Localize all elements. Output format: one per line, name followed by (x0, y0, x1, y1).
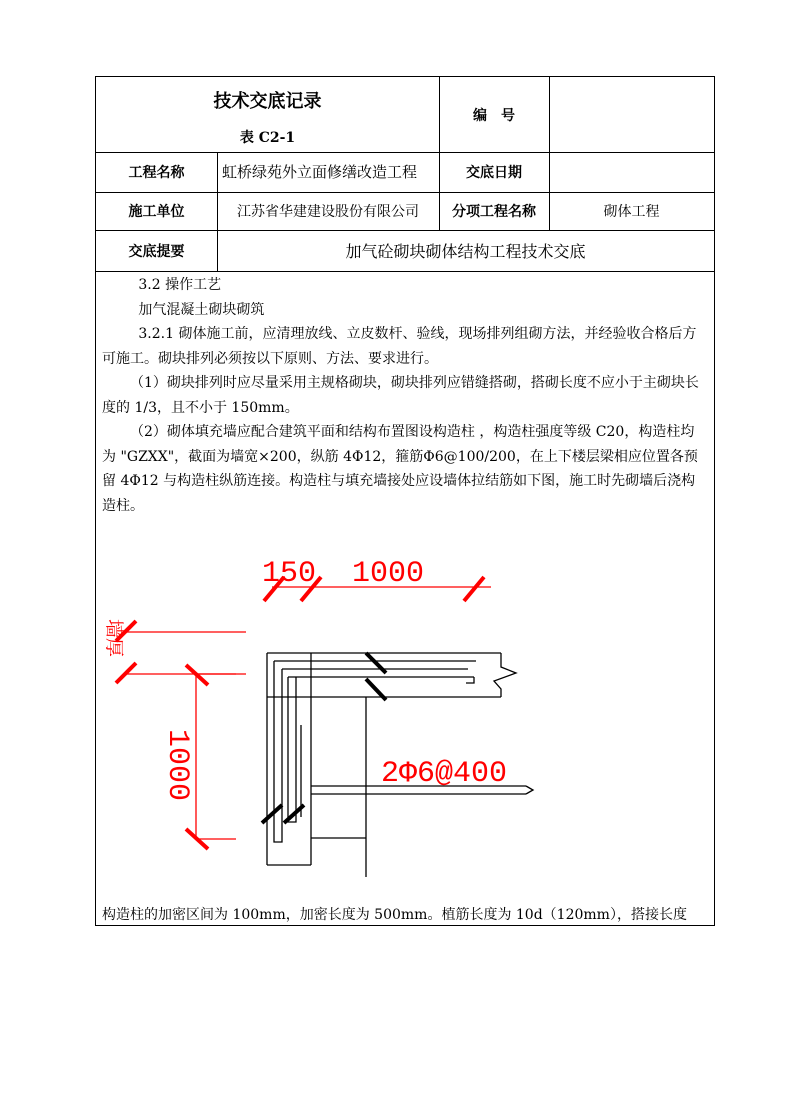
construction-unit-label: 施工单位 (128, 204, 185, 220)
section-heading: 3.2 操作工艺 (138, 277, 222, 293)
dimension-label-150: 150 (262, 557, 317, 591)
summary-label: 交底提要 (128, 243, 185, 260)
rebar-detail-drawing (96, 557, 714, 897)
page-title: 技术交底记录 (213, 90, 322, 112)
header-title-cell (96, 77, 439, 152)
dimension-lines (124, 587, 491, 839)
construction-unit-value[interactable]: 江苏省华建建设股份有限公司 (237, 204, 419, 220)
summary-value[interactable]: 加气砼砌块砌体结构工程技术交底 (345, 242, 586, 261)
subproject-label: 分项工程名称 (452, 204, 536, 220)
paragraph: （2）砌体填充墙应配合建筑平面和结构布置图设构造柱 ，构造柱强度等级 C20，构造柱均为 "GZXX"，截面为墙宽×200，纵筋 4Φ12，箍筋Φ6@100/200，在上下楼层梁相应位置各预留 4Φ12 与构造柱纵筋连接。构造柱与填充墙接处应设墙体拉结筋如下图，施工时先砌墙后浇构造柱。 (102, 424, 698, 514)
disclosure-form (95, 76, 715, 926)
dimension-label-wall-thickness: 墙厚 (102, 619, 124, 658)
disclosure-content-tail (102, 903, 708, 928)
form-number: 表 C2-1 (239, 129, 296, 146)
code-label: 编 号 (473, 107, 515, 124)
date-value[interactable] (549, 152, 714, 192)
subproject-value[interactable]: 砌体工程 (603, 204, 660, 220)
rebar-ticks (262, 653, 386, 823)
project-name-label: 工程名称 (128, 165, 185, 181)
row-divider (96, 271, 714, 272)
project-name-value[interactable]: 虹桥绿苑外立面修缮改造工程 (222, 162, 418, 181)
code-value[interactable] (549, 77, 714, 152)
dimension-label-1000-side: 1000 (160, 729, 194, 802)
paragraph: （1）砌块排列时应尽量采用主规格砌块，砌块排列应错缝搭砌，搭砌长度不应小于主砌块长度的 1/3，且不小于 150mm。 (102, 375, 699, 416)
disclosure-content (102, 273, 708, 518)
dimension-label-1000-top: 1000 (352, 557, 425, 591)
date-label: 交底日期 (466, 165, 522, 181)
section-subheading: 加气混凝土砌块砌筑 (138, 301, 265, 318)
rebar-spec-label: 2Φ6@400 (381, 757, 508, 791)
paragraph: 构造柱的加密区间为 100mm，加密长度为 500mm。植筋长度为 10d（120mm），搭接长度 (102, 907, 687, 923)
paragraph: 3.2.1 砌体施工前，应清理放线、立皮数杆、验线，现场排列组砌方法，并经验收合格后方可施工。砌块排列必须按以下原则、方法、要求进行。 (102, 326, 697, 367)
